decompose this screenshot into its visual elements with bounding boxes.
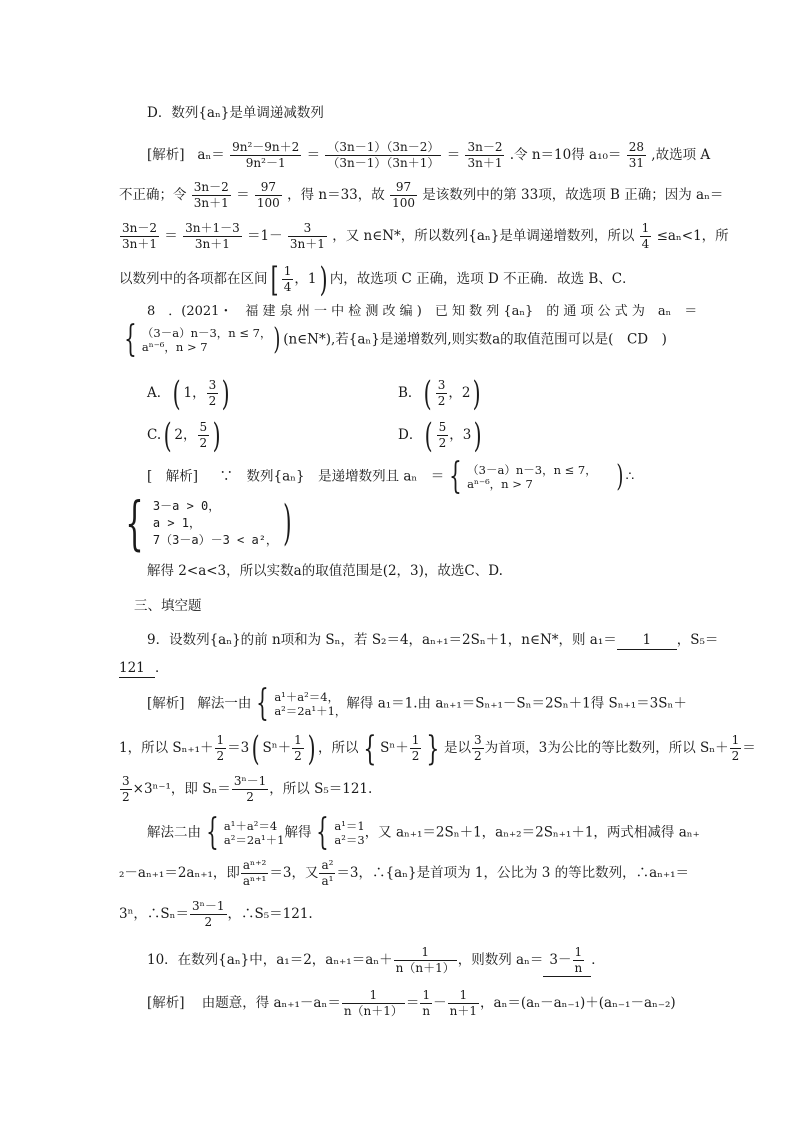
denominator: aⁿ⁺¹ bbox=[242, 874, 267, 888]
right-paren: ) bbox=[212, 415, 221, 456]
text: ，所以 bbox=[318, 740, 359, 756]
answer-blank-s5: 121 bbox=[119, 659, 155, 678]
fraction bbox=[573, 945, 585, 976]
fraction bbox=[390, 180, 417, 211]
fraction bbox=[198, 420, 210, 451]
text: ，aₙ＝(aₙ－aₙ₋₁)＋(aₙ₋₁－aₙ₋₂) bbox=[480, 995, 676, 1011]
fraction bbox=[183, 221, 242, 252]
denominator: n＋1 bbox=[449, 1004, 478, 1018]
denominator: 31 bbox=[628, 156, 644, 170]
left-brace: { bbox=[256, 683, 270, 724]
option-c bbox=[147, 415, 223, 456]
inequality-1: 3－a > 0， bbox=[152, 498, 221, 513]
text: 不正确；令 bbox=[119, 187, 187, 203]
denominator: 4 bbox=[283, 280, 292, 294]
numerator: 3 bbox=[288, 221, 327, 237]
right-paren: ) bbox=[283, 495, 292, 551]
numerator: a² bbox=[321, 858, 334, 872]
fraction bbox=[410, 733, 422, 764]
left-paren: ( bbox=[424, 415, 433, 456]
numerator: 3n－2 bbox=[193, 180, 229, 194]
text: ＝3 bbox=[227, 740, 250, 756]
answer-blank bbox=[543, 945, 591, 977]
system bbox=[224, 819, 285, 847]
q7-analysis-line-3 bbox=[119, 221, 729, 252]
piecewise bbox=[467, 463, 597, 491]
left-brace: { bbox=[362, 728, 376, 769]
text: 内，故选项 C 正确，选项 D 不正确．故选 B、C． bbox=[329, 271, 636, 287]
fraction bbox=[472, 733, 484, 764]
numerator: 5 bbox=[438, 420, 447, 434]
case-2: aⁿ⁻⁶，n > 7 bbox=[467, 477, 533, 491]
denominator: 3n＋1 bbox=[194, 237, 230, 251]
inequality-3: 7（3－a）－3 < a²， bbox=[152, 532, 278, 547]
right-brace: } bbox=[426, 728, 440, 769]
text: 为首项，3为公比的等比数列，所以 Sₙ＋ bbox=[484, 740, 729, 756]
text: 解得 bbox=[284, 824, 312, 841]
numerator: 1 bbox=[731, 733, 740, 747]
q7-analysis-line-2 bbox=[119, 180, 723, 211]
q9-question bbox=[147, 631, 718, 650]
left-brace: { bbox=[316, 812, 330, 853]
text: 1，所以 Sₙ₊₁＋ bbox=[119, 740, 214, 756]
denominator: 4 bbox=[641, 237, 650, 251]
text: ＝ bbox=[446, 147, 461, 163]
right-paren: ) bbox=[473, 373, 482, 414]
denominator: 2 bbox=[246, 790, 254, 804]
numerator: 1 bbox=[294, 733, 302, 747]
fraction bbox=[640, 221, 652, 252]
fraction bbox=[241, 858, 269, 889]
text: ×3ⁿ⁻¹，即 Sₙ＝ bbox=[132, 781, 231, 797]
fraction bbox=[325, 140, 441, 171]
answer-blank-a1: 1 bbox=[617, 631, 677, 650]
right-paren: ) bbox=[307, 728, 316, 769]
numerator: 1 bbox=[641, 221, 650, 235]
option-a bbox=[147, 373, 233, 414]
numerator: 3ⁿ－1 bbox=[233, 774, 267, 788]
denominator: 9n²－1 bbox=[245, 156, 286, 170]
fraction bbox=[288, 221, 327, 252]
inequality-2: a > 1， bbox=[152, 515, 202, 530]
text: 解得 a₁＝1.由 aₙ₊₁＝Sₙ₊₁－Sₙ＝2Sₙ＋1得 Sₙ₊₁＝3Sₙ＋ bbox=[346, 695, 687, 712]
solution-1: a¹＝1 bbox=[334, 819, 365, 833]
fraction bbox=[319, 858, 335, 889]
text: 是该数列中的第 33项，故选项 B 正确；因为 aₙ＝ bbox=[422, 187, 724, 203]
numerator: 3n－2 bbox=[467, 140, 503, 154]
piecewise bbox=[142, 326, 272, 354]
analysis-tag: [解析] bbox=[147, 695, 185, 712]
denominator: （3n－1）（3n＋1） bbox=[327, 156, 440, 170]
q8-analysis-line-1 bbox=[147, 456, 635, 497]
text: ，∴S₅＝121. bbox=[227, 906, 313, 922]
text: 以数列中的各项都在区间 bbox=[119, 271, 268, 287]
denominator: n（n＋1） bbox=[395, 961, 455, 975]
option-label: C. bbox=[147, 427, 162, 443]
fraction bbox=[627, 140, 646, 171]
q9-method-2-line-1 bbox=[147, 812, 700, 853]
fraction bbox=[120, 221, 159, 252]
text: 由题意，得 aₙ₊₁－aₙ＝ bbox=[201, 995, 341, 1011]
denominator: 3n＋1 bbox=[193, 196, 229, 210]
text: ，又 n∈N*，所以数列{aₙ}是单调递增数列，所以 bbox=[332, 228, 635, 244]
q7-analysis-line-1 bbox=[147, 140, 710, 171]
text: 解法一由 bbox=[197, 695, 252, 712]
section-title: 三、填空题 bbox=[134, 598, 202, 614]
right-paren: ) bbox=[273, 322, 281, 357]
text: ，2 bbox=[448, 385, 471, 401]
text: ＝ bbox=[306, 147, 321, 163]
fraction bbox=[420, 988, 432, 1019]
option-label: B． bbox=[398, 385, 422, 401]
text: ＝ bbox=[236, 187, 250, 203]
denominator: n（n＋1） bbox=[343, 1004, 403, 1018]
denominator: 3n＋1 bbox=[289, 237, 325, 251]
numerator: 1 bbox=[573, 945, 585, 961]
text: ,故选项 A bbox=[651, 147, 711, 163]
fraction bbox=[207, 378, 219, 409]
denominator: 2 bbox=[731, 749, 740, 763]
denominator: 3n＋1 bbox=[122, 237, 157, 251]
text: aₙ＝ bbox=[197, 147, 225, 163]
numerator: 1 bbox=[216, 733, 225, 747]
text: ₂－aₙ₊₁＝2aₙ₊₁，即 bbox=[119, 865, 240, 881]
left-brace: { bbox=[124, 319, 137, 360]
denominator: 2 bbox=[411, 749, 420, 763]
q9-method-2-line-3 bbox=[119, 899, 313, 930]
left-brace: { bbox=[206, 812, 219, 853]
numerator: 1 bbox=[342, 988, 405, 1004]
left-paren: ( bbox=[424, 373, 433, 414]
text: ＝3，∴{aₙ}是首项为 1，公比为 3 的等比数列，∴aₙ₊₁＝ bbox=[336, 865, 690, 881]
text: ∵ 数列{aₙ} 是递增数列且 aₙ ＝ bbox=[219, 468, 445, 485]
text: 1， bbox=[183, 385, 206, 401]
numerator: 3n－2 bbox=[122, 221, 157, 235]
q9-method-1-line-2 bbox=[119, 728, 756, 769]
fraction bbox=[437, 420, 449, 451]
analysis-tag: [解析] bbox=[147, 147, 185, 163]
q8-formula-line bbox=[119, 319, 667, 360]
numerator: 3 bbox=[122, 774, 130, 788]
q10-question bbox=[147, 945, 605, 977]
denominator: 3n＋1 bbox=[467, 156, 503, 170]
text: ，S₅＝ bbox=[676, 632, 719, 648]
analysis-tag: [解析] bbox=[147, 995, 185, 1011]
numerator: 1 bbox=[394, 945, 457, 961]
case-1: （3－a）n－3，n ≤ 7， bbox=[141, 326, 272, 340]
text: － bbox=[433, 995, 447, 1011]
numerator: 9n²－9n＋2 bbox=[232, 140, 300, 154]
right-paren: ) bbox=[221, 373, 230, 414]
denominator: n bbox=[574, 961, 583, 975]
text: ＝1－ bbox=[247, 228, 283, 244]
text: Sⁿ＋ bbox=[380, 740, 409, 756]
numerator: 5 bbox=[199, 420, 208, 434]
fraction bbox=[215, 733, 227, 764]
option-d-q8 bbox=[398, 415, 485, 456]
text: 3ⁿ，∴Sₙ＝ bbox=[119, 906, 190, 922]
fraction bbox=[190, 899, 226, 930]
denominator: 2 bbox=[208, 394, 217, 408]
equation-1: a¹＋a²＝4 bbox=[223, 819, 278, 833]
text: ，又 aₙ₊₁＝2Sₙ＋1，aₙ₊₂＝2Sₙ₊₁＋1，两式相减得 aₙ₊ bbox=[364, 824, 700, 841]
q9-method-1-line-3 bbox=[119, 774, 372, 805]
equation-2: a²＝2a¹＋1， bbox=[274, 704, 347, 718]
numerator: 1 bbox=[411, 733, 420, 747]
denominator: 2 bbox=[474, 749, 482, 763]
option-label: D． bbox=[398, 427, 423, 443]
numerator: 28 bbox=[628, 140, 644, 154]
fraction bbox=[342, 988, 405, 1019]
right-paren: ) bbox=[473, 415, 482, 456]
q9-question-line-2 bbox=[119, 659, 169, 678]
numerator: 3n＋1－3 bbox=[185, 221, 240, 235]
denominator: 100 bbox=[256, 196, 280, 210]
text: (n∈N*),若{aₙ}是递增数列,则实数a的取值范围可以是( CD ) bbox=[283, 331, 667, 348]
q9-method-2-line-2 bbox=[119, 858, 689, 889]
text: ． bbox=[591, 952, 605, 968]
denominator: 2 bbox=[438, 436, 447, 450]
denominator: 2 bbox=[216, 749, 225, 763]
text: 是以 bbox=[444, 740, 472, 756]
left-brace: { bbox=[125, 489, 144, 557]
text: ＝ bbox=[742, 740, 756, 756]
case-1: （3－a）n－3，n ≤ 7， bbox=[467, 463, 597, 477]
denominator: 100 bbox=[392, 196, 415, 210]
left-paren: ( bbox=[172, 373, 181, 414]
denominator: 2 bbox=[294, 749, 302, 763]
fraction bbox=[192, 180, 231, 211]
numerator: 97 bbox=[390, 180, 417, 196]
text: ，则数列 aₙ＝ bbox=[457, 952, 544, 968]
denominator: 2 bbox=[204, 915, 213, 929]
system bbox=[334, 819, 364, 847]
fraction bbox=[292, 733, 304, 764]
text: 解法二由 bbox=[147, 824, 201, 841]
q8-inequality-system bbox=[116, 489, 297, 557]
answer-text: 3－ bbox=[549, 952, 572, 968]
text: .令 n＝10得 a₁₀＝ bbox=[509, 147, 622, 163]
fraction bbox=[282, 264, 294, 295]
left-brace: { bbox=[449, 456, 463, 497]
left-paren: ( bbox=[163, 415, 172, 456]
text: ，所以 S₅＝121. bbox=[269, 781, 373, 797]
q9-method-1-line-1 bbox=[147, 683, 687, 724]
numerator: 1 bbox=[283, 264, 292, 278]
text: ． bbox=[155, 660, 169, 676]
analysis-tag: [ 解析] bbox=[147, 468, 199, 485]
text: 2， bbox=[174, 427, 197, 443]
denominator: 2 bbox=[122, 790, 130, 804]
fraction bbox=[448, 988, 479, 1019]
fraction bbox=[436, 378, 448, 409]
fraction bbox=[465, 140, 504, 171]
q8-result: 解得 2<a<3，所以实数a的取值范围是(2，3)，故选C、D. bbox=[147, 563, 503, 579]
option-label: A． bbox=[147, 385, 171, 401]
numerator: 3ⁿ－1 bbox=[192, 899, 225, 913]
numerator: （3n－1）（3n－2） bbox=[327, 140, 440, 154]
equation-2: a²＝2a¹＋1 bbox=[223, 833, 285, 847]
system bbox=[153, 498, 278, 549]
text: ，得 n＝33，故 bbox=[287, 187, 385, 203]
numerator: 3 bbox=[208, 378, 217, 392]
q7-analysis-line-4 bbox=[119, 259, 636, 300]
fraction bbox=[730, 733, 742, 764]
option-b bbox=[398, 373, 484, 414]
text: ，1 bbox=[294, 271, 317, 287]
left-paren: ( bbox=[251, 728, 260, 769]
text: ＝3，又 bbox=[269, 865, 319, 881]
q10-analysis bbox=[147, 988, 676, 1019]
fraction bbox=[255, 180, 282, 211]
case-2: aⁿ⁻⁶，n > 7 bbox=[141, 340, 208, 354]
text: ，3 bbox=[449, 427, 472, 443]
equation-1: a¹＋a²＝4， bbox=[274, 690, 340, 704]
denominator: 2 bbox=[199, 436, 208, 450]
fraction bbox=[232, 774, 268, 805]
fraction bbox=[120, 774, 132, 805]
left-bracket: [ bbox=[270, 259, 279, 300]
right-paren: ) bbox=[319, 259, 328, 300]
option-d: D．数列{aₙ}是单调递减数列 bbox=[147, 105, 324, 121]
numerator: aⁿ⁺² bbox=[242, 858, 267, 872]
fraction bbox=[230, 140, 301, 171]
text: Sⁿ＋ bbox=[262, 740, 292, 756]
numerator: 1 bbox=[448, 988, 479, 1004]
numerator: 1 bbox=[420, 988, 432, 1004]
fraction bbox=[394, 945, 457, 976]
denominator: n bbox=[422, 1004, 431, 1018]
numerator: 3 bbox=[474, 733, 482, 747]
denominator: 2 bbox=[437, 394, 446, 408]
system bbox=[274, 690, 346, 718]
numerator: 97 bbox=[255, 180, 282, 196]
text: ∴ bbox=[625, 468, 635, 485]
q8-heading: 8 ．(2021・ 福 建 泉 州 一 中 检 测 改 编 ) 已 知 数 列 {aₙ} 的 通 项 公 式 为 aₙ ＝ bbox=[147, 304, 698, 319]
solution-2: a²＝3 bbox=[334, 833, 365, 847]
right-paren: ) bbox=[616, 459, 624, 494]
text: 10．在数列{aₙ}中，a₁＝2，aₙ₊₁＝aₙ＋ bbox=[147, 952, 393, 968]
text: ＝ bbox=[164, 228, 178, 244]
text: ＝ bbox=[405, 995, 420, 1011]
text: ≤aₙ<1，所 bbox=[656, 228, 729, 244]
text: 9．设数列{aₙ}的前 n项和为 Sₙ，若 S₂＝4，aₙ₊₁＝2Sₙ＋1，n∈N*，则 a₁＝ bbox=[147, 632, 617, 648]
denominator: a¹ bbox=[321, 874, 334, 888]
numerator: 3 bbox=[437, 378, 446, 392]
